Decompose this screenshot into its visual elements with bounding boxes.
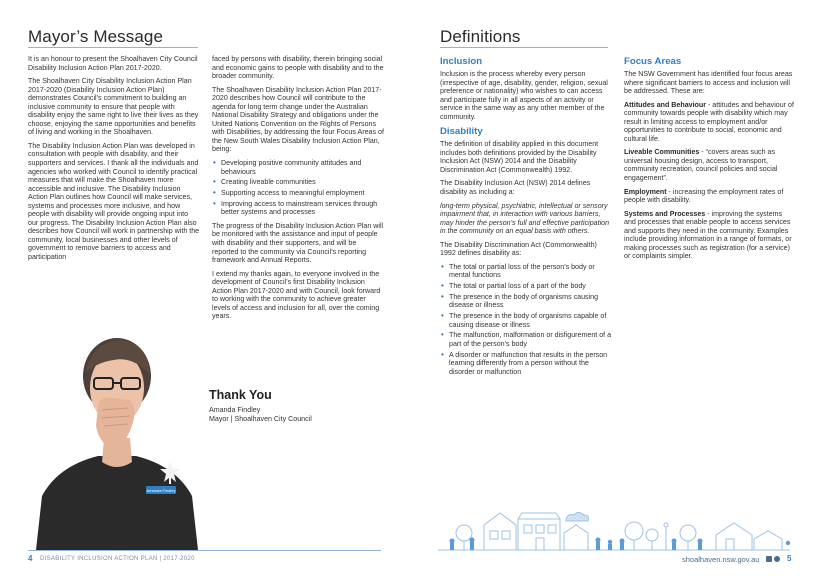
list-item: • The presence in the body of organisms capable of causing disease or illness [440, 312, 612, 329]
list-item: • The malfunction, malformation or disfigurement of a part of the person’s body [440, 331, 612, 348]
paragraph: The progress of the Disability Inclusion Action Plan will be monitored with the assistance and input of people with disability and their supporters, and will be reported to the community via Council’s reporting framework and Annual Reports. [212, 221, 384, 265]
thank-you-heading: Thank You [209, 388, 272, 402]
paragraph: The definition of disability applied in this document includes both definitions provided by the Disability Inclusion Act (NSW) 2014 and the Disability Discrimination Act (Commonwealth) 1992. [440, 140, 599, 174]
focus-text: - improving the systems and processes that enable people to access services and supports they need in the community. Examples include providing information in a range of formats, or making processes such as registration (for a service) or complaints simpler. [624, 209, 792, 261]
focus-text: - “covers areas such as universal housing design, access to transport, community recreation, council policies and social engagement”. [624, 148, 778, 183]
inclusion-heading: Inclusion [440, 56, 483, 67]
page-title: Definitions [440, 27, 521, 46]
signer-name: Amanda Findley [209, 406, 261, 414]
page-number: 4 [28, 554, 33, 563]
page-title: Mayor’s Message [28, 27, 164, 46]
facebook-icon[interactable] [766, 556, 772, 562]
list-item: • The total or partial loss of the person’s body or mental functions [440, 263, 612, 280]
right-page [411, 0, 822, 581]
mayor-photo [28, 326, 206, 550]
paragraph: The Disability Discrimination Act (Commonwealth) 1992 defines disability as: [440, 240, 597, 258]
focus-term: Employment [624, 187, 667, 196]
list-item: • Improving access to mainstream services through better systems and processes [212, 200, 384, 217]
list-item: • The presence in the body of organisms causing disease or illness [440, 293, 612, 310]
paragraph: The Disability Inclusion Act (NSW) 2014 defines disability as including a: [440, 179, 591, 197]
thank-you-block [209, 388, 312, 423]
title-rule [440, 47, 608, 48]
community-illustration [438, 505, 790, 551]
mayor-column-2 [212, 55, 384, 326]
website-url[interactable]: shoalhaven.nsw.gov.au [682, 555, 760, 564]
focus-term: Attitudes and Behaviour [624, 100, 706, 109]
paragraph: The Disability Inclusion Action Plan was developed in consultation with people with disability, and their supporters and services. I thank all the individuals and agencies who worked with Council to identify practical measures that will make the Shoalhaven more accessible and inclusive. The Disability Inclusion Action Plan outlines how Council will make services, systems and processes more inclusive, and how people with disability will provide ongoing input into our progress. The Disability Inclusion Action Plan also describes how Council will work in partnership with the community, local businesses and other levels of government to remove barriers to access and participation [28, 141, 200, 262]
footer-title: DISABILITY INCLUSION ACTION PLAN | 2017-2020 [40, 556, 195, 562]
mayor-column-1 [28, 55, 200, 267]
focus-item [624, 210, 794, 261]
signer-role: Mayor | Shoalhaven City Council [209, 414, 312, 423]
footer-rule [28, 550, 381, 551]
focus-areas-heading: Focus Areas [624, 56, 682, 67]
focus-item [624, 101, 794, 144]
paragraph: The Shoalhaven Disability Inclusion Action Plan 2017-2020 describes how Council will contribute to the agenda for long term change under the Australian National Disability Strategy and obligations under the United Nations Convention on the Rights of Persons with Disabilities, by addressing the four Focus Areas of the New South Wales Disability Inclusion Action Plan, being: [212, 85, 384, 154]
page-number: 5 [787, 554, 792, 563]
focus-area-list [212, 159, 384, 217]
name-badge: Amanda Findley [146, 488, 176, 493]
paragraph: It is an honour to present the Shoalhaven City Council Disability Inclusion Action Plan 2017-2020. [28, 55, 198, 72]
quote: long-term physical, psychiatric, intellectual or sensory impairment that, in interaction with various barriers, may hinder the person’s full and effective participation in the community on an equal basis with others. [440, 201, 610, 236]
list-item: • Supporting access to meaningful employment [212, 189, 384, 198]
list-item: • Developing positive community attitudes and behaviours [212, 159, 384, 176]
focus-text: - attitudes and behaviour of community towards people with disability which may result in limiting access to employment and/or opportunities to contribute to social, economic and cultural life. [624, 100, 794, 143]
twitter-icon[interactable] [774, 556, 780, 562]
list-item: • The total or partial loss of a part of the body [440, 282, 612, 291]
paragraph: The Shoalhaven City Disability Inclusion Action Plan 2017-2020 (Disability Inclusion Action Plan) demonstrates Council’s commitment to building an inclusive community to ensure that people with disability enjoy the same right to live their lives as they choose, enjoying the same opportunities and benefits of living and working in the Shoalhaven. [28, 77, 199, 137]
list-item: • A disorder or malfunction that results in the person learning differently from a person without the disorder or malfunction [440, 351, 612, 377]
paragraph: The NSW Government has identified four focus areas where significant barriers to access and inclusion will be addressed. These are: [624, 70, 793, 96]
paragraph: I extend my thanks again, to everyone involved in the development of Council’s first Disability Inclusion Action Plan 2017-2020 and with Council, look forward to working with the community to achieve greater levels of access and inclusion for all, over the coming years. [212, 269, 381, 321]
focus-item [624, 188, 794, 205]
disability-heading: Disability [440, 126, 483, 138]
paragraph: faced by persons with disability, therein bringing social and economic gains to people with disability and to the broader community. [212, 55, 384, 81]
focus-term: Systems and Processes [624, 209, 706, 218]
disability-list [440, 263, 612, 377]
paragraph: Inclusion is the process whereby every person (irrespective of age, disability, gender, religion, sexual preference or nationality) who wishes to can access and participate fully in all aspects of an activity or service in the same way as any other member of the community. [440, 70, 608, 121]
focus-item [624, 148, 794, 182]
focus-text: - increasing the employment rates of people with disability. [624, 187, 784, 205]
focus-term: Liveable Communities [624, 148, 700, 157]
title-rule [28, 47, 198, 48]
list-item: • Creating liveable communities [212, 178, 384, 187]
definitions-column-2 [624, 56, 794, 266]
definitions-column-1 [440, 56, 612, 381]
